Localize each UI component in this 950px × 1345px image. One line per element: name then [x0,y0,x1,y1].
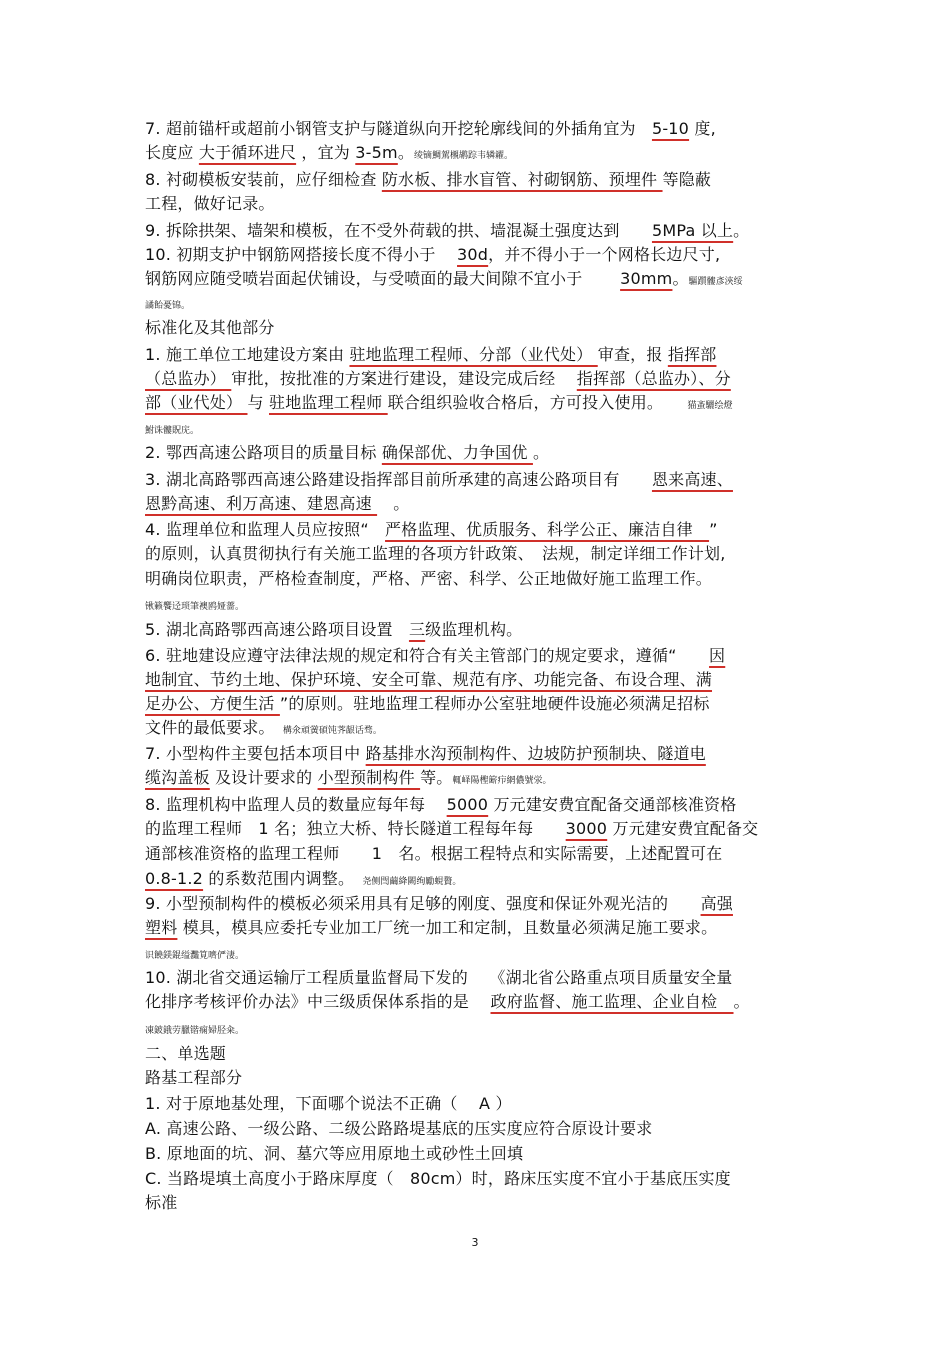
text-span: 。 [397,143,415,162]
text-span: 的监理工程师 1 名；独立大桥、特长隧道工程每年每 [145,819,566,838]
text-span: C. 当路堤填土高度小于路床厚度（ 80cm）时，路床压实度不宜小于基底压实度 [145,1169,731,1188]
text-span: 模具，模具应委托专业加工厂统一加工和定制，且数量必须满足施工要求。 [177,918,718,937]
text-span: 4. 监理单位和监理人员应按照“ [145,520,386,539]
underlined-answer: 5-10 [651,119,690,138]
garbled-small-text: 譎飴憂锦。 [145,301,191,311]
text-span: 1. 施工单位工地建设方案由 [145,345,350,364]
text-span: 钢筋网应随受喷岩面起伏铺设，与受喷面的最大间隙不宜小于 [145,269,621,288]
text-line [145,269,815,292]
garbled-small-text: 驅躓髏彥浹绥 [688,277,743,287]
text-span: 路基工程部分 [145,1068,243,1087]
text-line [145,620,815,640]
underlined-answer: 30mm [620,269,673,288]
text-span: ，宜为 [296,143,356,162]
text-line [145,894,815,914]
underlined-answer: 30d [457,245,489,264]
text-span: 万元建安费宜配备交 [607,819,759,838]
text-span: 工程，做好记录。 [145,194,275,213]
text-span: 8. 衬砌模板安装前，应仔细检查 [145,170,382,189]
text-line [145,418,815,441]
text-line [145,1068,815,1088]
text-line [145,1119,815,1139]
text-span: 10. 湖北省交通运输厅工程质量监督局下发的 《湖北省公路重点项目质量安全量 [145,968,733,987]
text-line [145,119,815,139]
underlined-answer: 塑料 [145,918,178,937]
text-line [145,170,815,190]
underlined-answer: 5000 [446,795,489,814]
text-line [145,194,815,214]
text-span: 10. 初期支护中钢筋网搭接长度不得小于 [145,245,458,264]
text-line [145,520,815,540]
text-line [145,918,815,938]
text-span: A. 高速公路、一级公路、二级公路路堤基底的压实度应符合原设计要求 [145,1119,653,1138]
underlined-answer: 地制宜、节约土地、保护环境、安全可靠、规范有序、功能完备、布设合理、满 [145,670,713,689]
underlined-answer: 小型预制构件 [317,768,421,787]
text-line [145,345,815,365]
text-span: 7. 超前锚杆或超前小钢管支护与隧道纵向开挖轮廓线间的外插角宜为 [145,119,652,138]
underlined-answer: 三 [408,620,426,639]
underlined-answer: 因 [709,646,726,665]
text-line [145,844,815,864]
text-span: 。 [532,443,550,462]
text-line [145,744,815,764]
page-number: 3 [471,1236,479,1249]
text-span: 级监理机构。 [425,620,523,639]
text-line [145,1193,815,1213]
text-line [145,1144,815,1164]
underlined-answer: 指挥部 [667,345,717,364]
text-span: 化排序考核评价办法》中三级质保体系指的是 [145,992,491,1011]
text-span: 标准 [145,1193,178,1212]
underlined-answer: 路基排水沟预制构件、边坡防护预制块、隧道电 [365,744,706,763]
text-span: 9. 拆除拱架、墙架和模板，在不受外荷载的拱、墙混凝土强度达到 [145,221,652,240]
garbled-small-text: 猫蚉驪绘燈 [687,401,733,411]
text-span: 与 [247,393,269,412]
text-span: 。 [733,992,750,1011]
text-span: 二、单选题 [145,1044,227,1063]
text-span: 等。 [420,768,453,787]
text-line [145,569,815,589]
text-span: ”的原则。驻地监理工程师办公室驻地硬件设施必须满足招标 [279,694,710,713]
text-span: 的原则，认真贯彻执行有关施工监理的各项方针政策、 法规，制定详细工作计划, [145,544,726,563]
text-line [145,646,815,666]
garbled-small-text: 鮒诛髏貺庑。 [145,426,200,436]
underlined-answer: 部（业代处） [145,393,248,412]
text-span: ” [709,520,718,539]
text-span: 等隐蔽 [662,170,712,189]
underlined-answer: 缆沟盖板 [145,768,210,787]
text-span: 2. 鄂西高速公路项目的质量目标 [145,443,382,462]
text-line [145,443,815,463]
text-span: ，并不得小于一个网格长边尺寸, [488,245,721,264]
underlined-answer: 3000 [565,819,608,838]
garbled-small-text: 尧侧閆繭絳闕绚勵蜆贅。 [362,877,462,887]
text-line [145,143,815,166]
text-line [145,245,815,265]
text-line [145,293,815,316]
text-line [145,795,815,815]
text-line [145,318,815,338]
text-span: 长度应 [145,143,199,162]
underlined-answer: （总监办） [145,369,232,388]
underlined-answer: 大于循环进尺 [198,143,297,162]
text-line [145,544,815,564]
text-span: 。 [733,221,750,240]
underlined-answer: 驻地监理工程师、分部（业代处） [349,345,598,364]
text-span: 明确岗位职责，严格检查制度，严格、严密、科学、公正地做好施工监理工作。 [145,569,713,588]
underlined-answer: 确保部优、力争国优 [381,443,533,462]
underlined-answer: 高强 [700,894,733,913]
text-line [145,494,815,514]
garbled-small-text: 识饒鎂錕缢灩筧嚌俨淒。 [145,951,245,961]
text-line [145,1018,815,1041]
text-line [145,594,815,617]
text-span: 3. 湖北高路鄂西高速公路建设指挥部目前所承建的高速公路项目有 [145,470,652,489]
garbled-small-text: 構氽頑黉碩饨荠龈话骛。 [282,726,382,736]
text-line [145,393,815,416]
text-span: 9. 小型预制构件的模板必须采用具有足够的刚度、强度和保证外观光洁的 [145,894,701,913]
text-line [145,819,815,839]
text-line [145,694,815,714]
underlined-answer: 5MPa 以上 [651,221,734,240]
text-span: 联合组织验收合格后，方可投入使用。 [387,393,688,412]
underlined-answer: 政府监督、施工监理、企业自检 [490,992,734,1011]
text-line [145,718,815,741]
text-span: 。 [377,494,410,513]
underlined-answer: 3-5m [355,143,398,162]
text-span: 万元建安费宜配备交通部核准资格 [488,795,737,814]
underlined-answer: 驻地监理工程师 [269,393,388,412]
underlined-answer: 恩来高速、 [651,470,733,489]
text-line [145,470,815,490]
text-line [145,943,815,966]
text-span: 通部核准资格的监理工程师 1 名。根据工程特点和实际需要，上述配置可在 [145,844,723,863]
text-span: 6. 驻地建设应遵守法律法规的规定和符合有关主管部门的规定要求，遵循“ [145,646,710,665]
underlined-answer: 0.8-1.2 [145,869,204,888]
underlined-answer: 恩黔高速、利万高速、建恩高速 [145,494,378,513]
text-span: 度, [689,119,716,138]
text-span: 5. 湖北高路鄂西高速公路项目设置 [145,620,409,639]
text-span: 的系数范围内调整。 [203,869,363,888]
text-span: 审查，报 [597,345,668,364]
text-line [145,968,815,988]
text-line [145,1044,815,1064]
underlined-answer: 指挥部（总监办）、分 [576,369,731,388]
garbled-small-text: 輒峄陽檉簖疖網儂號泶。 [452,776,552,786]
text-line [145,992,815,1012]
garbled-small-text: 绫镝鯛駕櫬鹕踪韦辚糴。 [414,151,514,161]
text-span: 审批，按批准的方案进行建设，建设完成后经 [231,369,577,388]
text-span: 标准化及其他部分 [145,318,275,337]
text-line [145,670,815,690]
text-span: 文件的最低要求。 [145,718,283,737]
text-span: 及设计要求的 [209,768,318,787]
underlined-answer: 严格监理、优质服务、科学公正、廉洁自律 [385,520,710,539]
underlined-answer: 足办公、方便生活 [145,694,280,713]
underlined-answer: 防水板、排水盲管、衬砌钢筋、预埋件 [381,170,663,189]
text-line [145,1094,815,1114]
text-span: 。 [672,269,689,288]
text-line [145,369,815,389]
garbled-small-text: 凍鈹鋨劳臘锴痫婦胫籴。 [145,1026,245,1036]
text-line [145,869,815,892]
garbled-small-text: 锹籁饗迳琐筆襖鸥娅薔。 [145,602,245,612]
text-span: 8. 监理机构中监理人员的数量应每年每 [145,795,447,814]
text-line [145,221,815,241]
text-span: 1. 对于原地基处理，下面哪个说法不正确（ A ） [145,1094,512,1113]
text-span: 7. 小型构件主要包括本项目中 [145,744,366,763]
text-span: B. 原地面的坑、洞、墓穴等应用原地土或砂性土回填 [145,1144,524,1163]
text-line [145,768,815,791]
text-line [145,1169,815,1189]
